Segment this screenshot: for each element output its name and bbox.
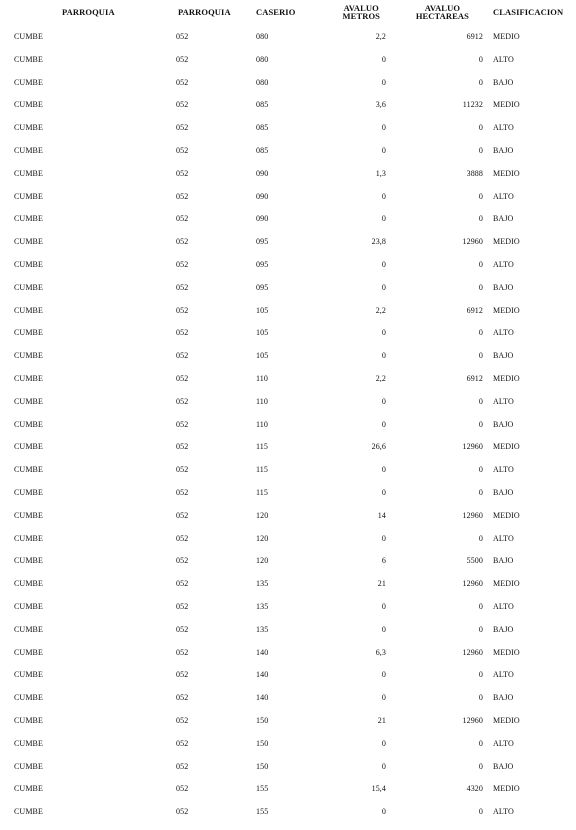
cell-parroquia: CUMBE [14,624,43,634]
cell-parroquia: CUMBE [14,237,43,247]
cell-caserio: 140 [256,693,269,703]
cell-avaluo-hectareas: 12960 [462,715,483,725]
cell-avaluo-hectareas: 0 [478,259,483,269]
cell-parroquia: CUMBE [14,601,43,611]
cell-avaluo-metros: 0 [381,533,386,543]
cell-parroquia-code: 052 [176,670,189,680]
cell-avaluo-hectareas: 6912 [466,373,483,383]
cell-clasificacion: BAJO [493,351,514,361]
table-row [14,163,568,186]
cell-parroquia-code: 052 [176,465,189,475]
cell-parroquia: CUMBE [14,351,43,361]
cell-parroquia: CUMBE [14,465,43,475]
cell-parroquia-code: 052 [176,373,189,383]
cell-avaluo-hectareas: 0 [478,54,483,64]
cell-avaluo-hectareas: 0 [478,761,483,771]
cell-caserio: 110 [256,396,269,406]
cell-clasificacion: BAJO [493,282,514,292]
cell-avaluo-metros: 0 [381,693,386,703]
cell-caserio: 155 [256,807,269,817]
cell-parroquia: CUMBE [14,54,43,64]
cell-clasificacion: BAJO [493,419,514,429]
cell-avaluo-metros: 3,6 [375,100,386,110]
cell-parroquia-code: 052 [176,761,189,771]
cell-avaluo-metros: 21 [377,579,386,589]
table-row [14,186,568,209]
cell-avaluo-metros: 2,2 [375,305,386,315]
cell-avaluo-hectareas: 0 [478,282,483,292]
cell-parroquia-code: 052 [176,351,189,361]
cell-avaluo-hectareas: 0 [478,123,483,133]
cell-clasificacion: ALTO [493,123,514,133]
cell-parroquia: CUMBE [14,100,43,110]
cell-parroquia: CUMBE [14,32,43,41]
cell-clasificacion: ALTO [493,54,514,64]
header-caserio [256,4,318,26]
cell-avaluo-metros: 2,2 [375,373,386,383]
cell-caserio: 105 [256,305,269,315]
table-header [14,4,568,26]
cell-clasificacion: BAJO [493,624,514,634]
cell-parroquia: CUMBE [14,77,43,87]
cell-avaluo-hectareas: 0 [478,419,483,429]
table-row [14,368,568,391]
cell-avaluo-hectareas: 0 [478,738,483,748]
cell-avaluo-metros: 0 [381,123,386,133]
table-row [14,459,568,482]
table-row [14,72,568,95]
cell-parroquia: CUMBE [14,647,43,657]
cell-clasificacion: ALTO [493,396,514,406]
cell-parroquia-code: 052 [176,487,189,497]
cell-parroquia: CUMBE [14,761,43,771]
cell-parroquia: CUMBE [14,145,43,155]
cell-parroquia-code: 052 [176,738,189,748]
table-row [14,345,568,368]
table-row [14,436,568,459]
cell-avaluo-hectareas: 0 [478,328,483,338]
header-avaluo-metros-line2: METROS [342,11,380,21]
header-clasificacion [483,4,568,26]
table-row [14,254,568,277]
cell-avaluo-metros: 0 [381,351,386,361]
header-caserio-label: CASERIO [256,7,296,17]
cell-clasificacion: BAJO [493,761,514,771]
cell-caserio: 090 [256,168,269,178]
cell-parroquia: CUMBE [14,191,43,201]
header-avaluo-hectareas-line2: HECTAREAS [415,11,469,21]
cell-avaluo-metros: 0 [381,419,386,429]
header-avaluo-hectareas-label [416,4,469,20]
cell-clasificacion: BAJO [493,556,514,566]
cell-avaluo-hectareas: 0 [478,77,483,87]
cell-caserio: 120 [256,510,269,520]
cell-parroquia-code: 052 [176,328,189,338]
cell-parroquia-code: 052 [176,419,189,429]
cell-parroquia: CUMBE [14,396,43,406]
cell-avaluo-metros: 0 [381,214,386,224]
cell-avaluo-hectareas: 0 [478,487,483,497]
cell-clasificacion: MEDIO [493,32,520,41]
cell-parroquia: CUMBE [14,419,43,429]
cell-avaluo-metros: 6 [381,556,386,566]
cell-parroquia-code: 052 [176,100,189,110]
table-row [14,687,568,710]
cell-clasificacion: ALTO [493,191,514,201]
cell-avaluo-metros: 14 [377,510,386,520]
cell-avaluo-metros: 0 [381,624,386,634]
cell-parroquia: CUMBE [14,556,43,566]
cell-parroquia-code: 052 [176,807,189,817]
table-row [14,664,568,687]
cell-parroquia: CUMBE [14,373,43,383]
cell-caserio: 095 [256,259,269,269]
cell-avaluo-hectareas: 0 [478,533,483,543]
cell-caserio: 155 [256,784,269,794]
cell-parroquia-code: 052 [176,647,189,657]
cell-caserio: 115 [256,465,269,475]
cell-avaluo-hectareas: 0 [478,191,483,201]
table-body [14,26,568,824]
cell-clasificacion: BAJO [493,693,514,703]
cell-parroquia-code: 052 [176,510,189,520]
cell-clasificacion: MEDIO [493,442,520,452]
table-row [14,49,568,72]
cell-avaluo-metros: 0 [381,738,386,748]
cell-avaluo-metros: 26,6 [371,442,386,452]
cell-caserio: 090 [256,214,269,224]
cell-clasificacion: MEDIO [493,647,520,657]
table-row [14,778,568,801]
cell-caserio: 080 [256,77,269,87]
cell-avaluo-hectareas: 12960 [462,442,483,452]
cell-avaluo-metros: 0 [381,191,386,201]
cell-avaluo-hectareas: 0 [478,601,483,611]
cell-parroquia: CUMBE [14,123,43,133]
cell-caserio: 090 [256,191,269,201]
table-row [14,140,568,163]
cell-parroquia-code: 052 [176,237,189,247]
cell-parroquia-code: 052 [176,442,189,452]
cell-clasificacion: MEDIO [493,715,520,725]
cell-caserio: 115 [256,442,269,452]
table-row [14,300,568,323]
cell-parroquia-code: 052 [176,259,189,269]
cell-parroquia: CUMBE [14,442,43,452]
cell-caserio: 120 [256,556,269,566]
cell-clasificacion: ALTO [493,533,514,543]
cell-parroquia-code: 052 [176,533,189,543]
cell-caserio: 085 [256,145,269,155]
cell-avaluo-metros: 0 [381,396,386,406]
cell-avaluo-hectareas: 0 [478,807,483,817]
table-row [14,505,568,528]
cell-parroquia-code: 052 [176,396,189,406]
cell-avaluo-metros: 0 [381,77,386,87]
cell-clasificacion: MEDIO [493,100,520,110]
cell-avaluo-metros: 0 [381,487,386,497]
cell-caserio: 085 [256,100,269,110]
table-row [14,619,568,642]
cell-parroquia: CUMBE [14,168,43,178]
cell-avaluo-hectareas: 0 [478,214,483,224]
cell-avaluo-metros: 0 [381,465,386,475]
cell-caserio: 140 [256,670,269,680]
cell-clasificacion: MEDIO [493,305,520,315]
header-clasificacion-label: CLASIFICACION [493,7,564,17]
cell-caserio: 105 [256,351,269,361]
cell-caserio: 095 [256,237,269,247]
cell-caserio: 150 [256,715,269,725]
cell-avaluo-hectareas: 12960 [462,579,483,589]
cell-caserio: 110 [256,419,269,429]
table-row [14,482,568,505]
cell-parroquia-code: 052 [176,624,189,634]
cell-caserio: 135 [256,624,269,634]
cell-parroquia: CUMBE [14,259,43,269]
cell-parroquia: CUMBE [14,487,43,497]
header-avaluo-metros-line1: AVALUO [343,3,379,13]
cell-parroquia: CUMBE [14,807,43,817]
cell-avaluo-metros: 0 [381,328,386,338]
header-avaluo-metros-label [343,4,380,20]
cell-caserio: 135 [256,601,269,611]
table-row [14,391,568,414]
cell-avaluo-hectareas: 4320 [466,784,483,794]
cell-avaluo-hectareas: 11232 [462,100,483,110]
cell-caserio: 095 [256,282,269,292]
table-row [14,550,568,573]
cell-avaluo-hectareas: 12960 [462,510,483,520]
cell-clasificacion: BAJO [493,214,514,224]
cell-avaluo-metros: 0 [381,54,386,64]
cell-avaluo-metros: 0 [381,601,386,611]
cell-clasificacion: BAJO [493,487,514,497]
cell-avaluo-metros: 0 [381,670,386,680]
table-row [14,801,568,824]
cell-caserio: 135 [256,579,269,589]
cell-parroquia-code: 052 [176,693,189,703]
cell-clasificacion: ALTO [493,328,514,338]
table-row [14,94,568,117]
cell-parroquia-code: 052 [176,32,189,41]
cell-avaluo-hectareas: 0 [478,396,483,406]
cell-caserio: 140 [256,647,269,657]
cell-parroquia-code: 052 [176,784,189,794]
table-row [14,573,568,596]
cell-avaluo-hectareas: 6912 [466,305,483,315]
cell-clasificacion: ALTO [493,259,514,269]
table-row [14,322,568,345]
table-row [14,277,568,300]
header-row [14,4,568,26]
cell-avaluo-metros: 6,3 [375,647,386,657]
cell-avaluo-metros: 15,4 [371,784,386,794]
cell-clasificacion: BAJO [493,77,514,87]
cell-clasificacion: MEDIO [493,373,520,383]
cell-parroquia-code: 052 [176,556,189,566]
cell-parroquia: CUMBE [14,715,43,725]
table-row [14,733,568,756]
cell-avaluo-hectareas: 6912 [466,32,483,41]
cell-avaluo-hectareas: 0 [478,465,483,475]
cell-caserio: 080 [256,54,269,64]
cell-parroquia: CUMBE [14,670,43,680]
header-parroquia-code [176,4,256,26]
cell-avaluo-metros: 1,3 [375,168,386,178]
cell-caserio: 120 [256,533,269,543]
header-parroquia-label: PARROQUIA [62,7,115,17]
cell-caserio: 115 [256,487,269,497]
cell-parroquia-code: 052 [176,305,189,315]
cell-parroquia: CUMBE [14,510,43,520]
header-avaluo-hectareas [386,4,483,26]
cell-caserio: 085 [256,123,269,133]
cell-clasificacion: ALTO [493,670,514,680]
cell-avaluo-hectareas: 0 [478,624,483,634]
table-row [14,231,568,254]
cell-parroquia: CUMBE [14,533,43,543]
cell-parroquia: CUMBE [14,693,43,703]
cell-avaluo-hectareas: 0 [478,693,483,703]
cell-avaluo-hectareas: 3888 [466,168,483,178]
cell-avaluo-metros: 0 [381,282,386,292]
cell-parroquia: CUMBE [14,328,43,338]
header-parroquia-code-label: PARROQUIA [178,7,231,17]
cell-clasificacion: MEDIO [493,510,520,520]
cell-parroquia-code: 052 [176,123,189,133]
cell-parroquia-code: 052 [176,191,189,201]
cell-parroquia: CUMBE [14,214,43,224]
cell-avaluo-metros: 0 [381,807,386,817]
cell-caserio: 105 [256,328,269,338]
table-row [14,596,568,619]
table-row [14,642,568,665]
cell-parroquia: CUMBE [14,305,43,315]
cell-caserio: 110 [256,373,269,383]
cell-avaluo-hectareas: 0 [478,670,483,680]
cell-avaluo-metros: 0 [381,145,386,155]
cell-clasificacion: MEDIO [493,579,520,589]
cell-avaluo-hectareas: 0 [478,145,483,155]
cell-avaluo-metros: 21 [377,715,386,725]
cell-clasificacion: ALTO [493,738,514,748]
header-avaluo-metros [318,4,386,26]
cell-clasificacion: MEDIO [493,237,520,247]
table-row [14,26,568,49]
table-row [14,756,568,779]
cell-parroquia-code: 052 [176,54,189,64]
cell-parroquia: CUMBE [14,579,43,589]
cell-parroquia-code: 052 [176,715,189,725]
cell-avaluo-hectareas: 12960 [462,237,483,247]
table-row [14,414,568,437]
cell-clasificacion: BAJO [493,145,514,155]
avaluo-table [14,4,568,824]
cell-avaluo-metros: 0 [381,761,386,771]
cell-caserio: 150 [256,761,269,771]
header-avaluo-hectareas-line1: AVALUO [424,3,461,13]
table-row [14,710,568,733]
cell-avaluo-hectareas: 12960 [462,647,483,657]
cell-avaluo-hectareas: 5500 [466,556,483,566]
cell-parroquia-code: 052 [176,214,189,224]
cell-avaluo-metros: 0 [381,259,386,269]
cell-clasificacion: ALTO [493,601,514,611]
cell-avaluo-metros: 23,8 [371,237,386,247]
cell-parroquia: CUMBE [14,282,43,292]
header-parroquia [14,4,176,26]
cell-parroquia: CUMBE [14,738,43,748]
cell-avaluo-metros: 2,2 [375,32,386,41]
cell-caserio: 150 [256,738,269,748]
cell-clasificacion: ALTO [493,807,514,817]
table-row [14,117,568,140]
cell-parroquia-code: 052 [176,77,189,87]
cell-parroquia-code: 052 [176,145,189,155]
cell-parroquia-code: 052 [176,168,189,178]
table-row [14,208,568,231]
cell-avaluo-hectareas: 0 [478,351,483,361]
table-row [14,528,568,551]
cell-parroquia: CUMBE [14,784,43,794]
cell-parroquia-code: 052 [176,282,189,292]
cell-parroquia-code: 052 [176,579,189,589]
cell-caserio: 080 [256,32,269,41]
cell-clasificacion: MEDIO [493,168,520,178]
cell-parroquia-code: 052 [176,601,189,611]
cell-clasificacion: MEDIO [493,784,520,794]
cell-clasificacion: ALTO [493,465,514,475]
